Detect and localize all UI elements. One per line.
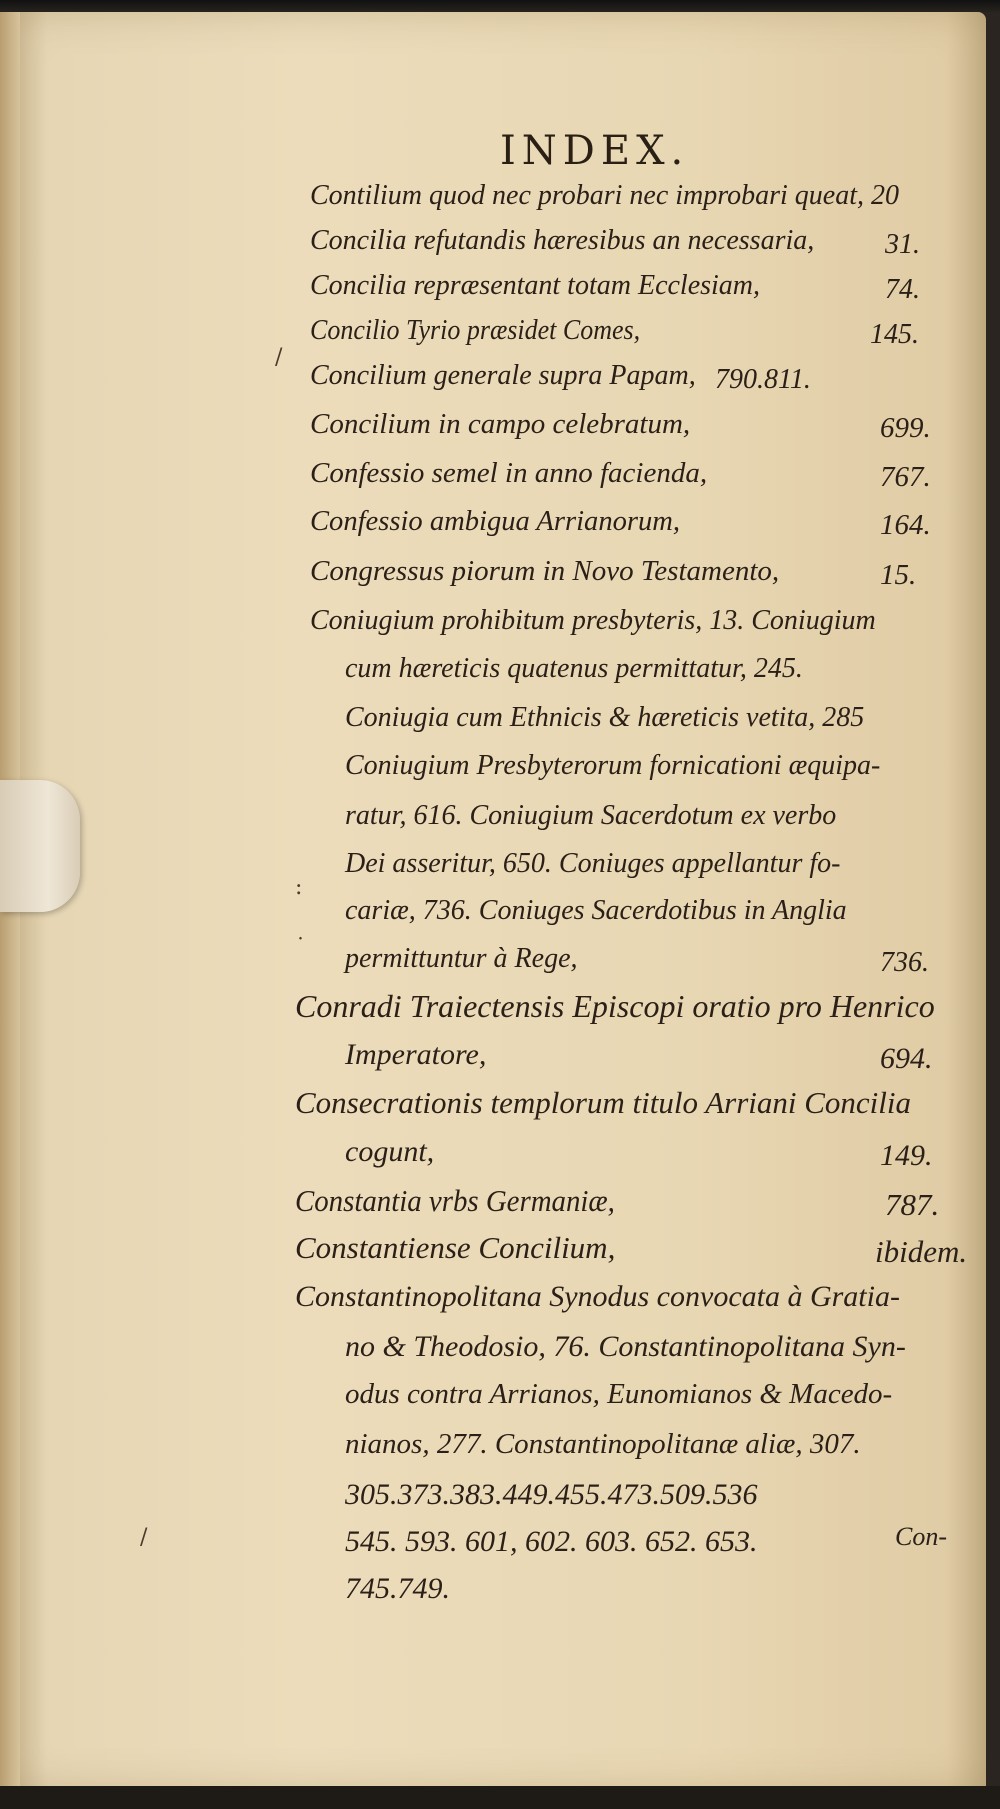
index-entry-text: ratur, 616. Coniugium Sacerdotum ex verbo bbox=[345, 800, 837, 831]
index-line bbox=[345, 1378, 892, 1411]
index-page-ref: 74. bbox=[885, 274, 920, 305]
index-line bbox=[345, 1428, 861, 1461]
page-clip bbox=[0, 780, 80, 912]
index-entry-text: Coniugia cum Ethnicis & hæreticis vetita, 285 bbox=[345, 702, 865, 733]
index-entry-text: permittuntur à Rege, bbox=[345, 943, 578, 974]
index-entry-text: no & Theodosio, 76. Constantinopolitana Syn- bbox=[345, 1330, 906, 1363]
index-entry-text: Congressus piorum in Novo Testamento, bbox=[310, 555, 780, 587]
index-line bbox=[295, 1183, 940, 1222]
index-page-ref: ibidem. bbox=[875, 1234, 968, 1269]
index-line bbox=[345, 895, 847, 927]
index-line bbox=[310, 180, 899, 212]
index-line bbox=[345, 1135, 933, 1172]
index-entry-text: Coniugium Presbyterorum fornicationi æquipa- bbox=[345, 750, 881, 781]
index-entry-text: Constantinopolitana Synodus convocata à Gratia- bbox=[295, 1280, 900, 1313]
index-entry-text: Imperatore, bbox=[345, 1038, 487, 1071]
index-line bbox=[310, 360, 811, 395]
index-page-ref: 787. bbox=[885, 1187, 940, 1222]
margin-mark: ˙ bbox=[295, 935, 306, 960]
index-line bbox=[345, 702, 864, 734]
index-page-ref: 164. bbox=[880, 509, 931, 541]
index-entry-text: Concilia repræsentant totam Ecclesiam, bbox=[310, 270, 761, 301]
index-line bbox=[310, 555, 917, 591]
index-entry-text: odus contra Arrianos, Eunomianos & Macedo- bbox=[345, 1378, 893, 1410]
index-line bbox=[345, 1525, 758, 1559]
catchword: Con- bbox=[895, 1522, 947, 1551]
index-page-ref: 145. bbox=[870, 319, 919, 350]
index-line bbox=[345, 750, 880, 782]
index-page-ref: 31. bbox=[885, 229, 920, 260]
index-entry-text: cariæ, 736. Coniuges Sacerdotibus in Anglia bbox=[345, 895, 847, 926]
index-line bbox=[295, 1280, 900, 1314]
index-entry-text: Concilium in campo celebratum, bbox=[310, 408, 691, 440]
index-entry-text: Confessio ambigua Arrianorum, bbox=[310, 505, 681, 537]
index-line bbox=[345, 1572, 450, 1606]
index-entry-text: Dei asseritur, 650. Coniuges appellantur fo- bbox=[345, 848, 841, 879]
index-entry-text: cum hæreticis quatenus permittatur, 245. bbox=[345, 653, 803, 684]
index-line bbox=[345, 800, 836, 832]
index-line bbox=[345, 1038, 933, 1075]
index-line bbox=[310, 270, 920, 305]
index-entry-text: Conradi Traiectensis Episcopi oratio pro Henrico bbox=[295, 988, 935, 1024]
index-line bbox=[295, 1085, 911, 1121]
index-page-ref: 15. bbox=[880, 559, 917, 591]
index-entry-text: Contilium quod nec probari nec improbari queat, 20 bbox=[310, 180, 899, 211]
index-line bbox=[345, 1330, 906, 1364]
index-line bbox=[310, 457, 931, 493]
index-line bbox=[345, 653, 803, 685]
index-line bbox=[345, 848, 840, 880]
index-entry-text: Concilio Tyrio præsidet Comes, bbox=[310, 315, 641, 346]
index-page-ref: 699. bbox=[880, 412, 931, 444]
index-line bbox=[310, 315, 919, 350]
index-entry-text: 745.749. bbox=[345, 1572, 450, 1605]
index-line bbox=[295, 988, 935, 1025]
index-entry-text: Confessio semel in anno facienda, bbox=[310, 457, 708, 489]
index-entry-text: Coniugium prohibitum presbyteris, 13. Coniugium bbox=[310, 605, 876, 636]
index-line bbox=[345, 1478, 758, 1512]
book-bottom-edge bbox=[0, 1786, 1000, 1809]
index-entry-text: nianos, 277. Constantinopolitanæ aliæ, 307. bbox=[345, 1428, 861, 1460]
margin-mark: / bbox=[140, 1525, 148, 1550]
running-head: INDEX. bbox=[500, 128, 690, 174]
index-line bbox=[345, 943, 929, 978]
index-line bbox=[310, 225, 920, 260]
index-entry-text: Constantia vrbs Germaniæ, bbox=[295, 1183, 615, 1218]
index-line bbox=[310, 408, 931, 444]
index-page-ref: 149. bbox=[880, 1139, 933, 1172]
index-entry-text: 305.373.383.449.455.473.509.536 bbox=[345, 1478, 758, 1511]
index-entry-text: Constantiense Concilium, bbox=[295, 1230, 616, 1265]
index-entry-text: cogunt, bbox=[345, 1135, 435, 1168]
index-entry-text: Consecrationis templorum titulo Arriani Concilia bbox=[295, 1085, 912, 1120]
index-page-ref: 694. bbox=[880, 1042, 933, 1075]
index-entry-text: Concilium generale supra Papam, bbox=[310, 360, 696, 391]
index-line bbox=[295, 1230, 968, 1269]
index-entry-text: 545. 593. 601, 602. 603. 652. 653. bbox=[345, 1525, 758, 1558]
index-page-ref: 736. bbox=[880, 947, 929, 978]
margin-mark: : bbox=[295, 875, 303, 900]
index-line bbox=[310, 505, 931, 541]
index-entry-text: Concilia refutandis hæresibus an necessaria, bbox=[310, 225, 815, 256]
index-page-ref: 767. bbox=[880, 461, 931, 493]
index-line bbox=[310, 605, 876, 637]
margin-mark: / bbox=[275, 345, 283, 370]
index-page-ref: 790.811. bbox=[715, 364, 811, 395]
